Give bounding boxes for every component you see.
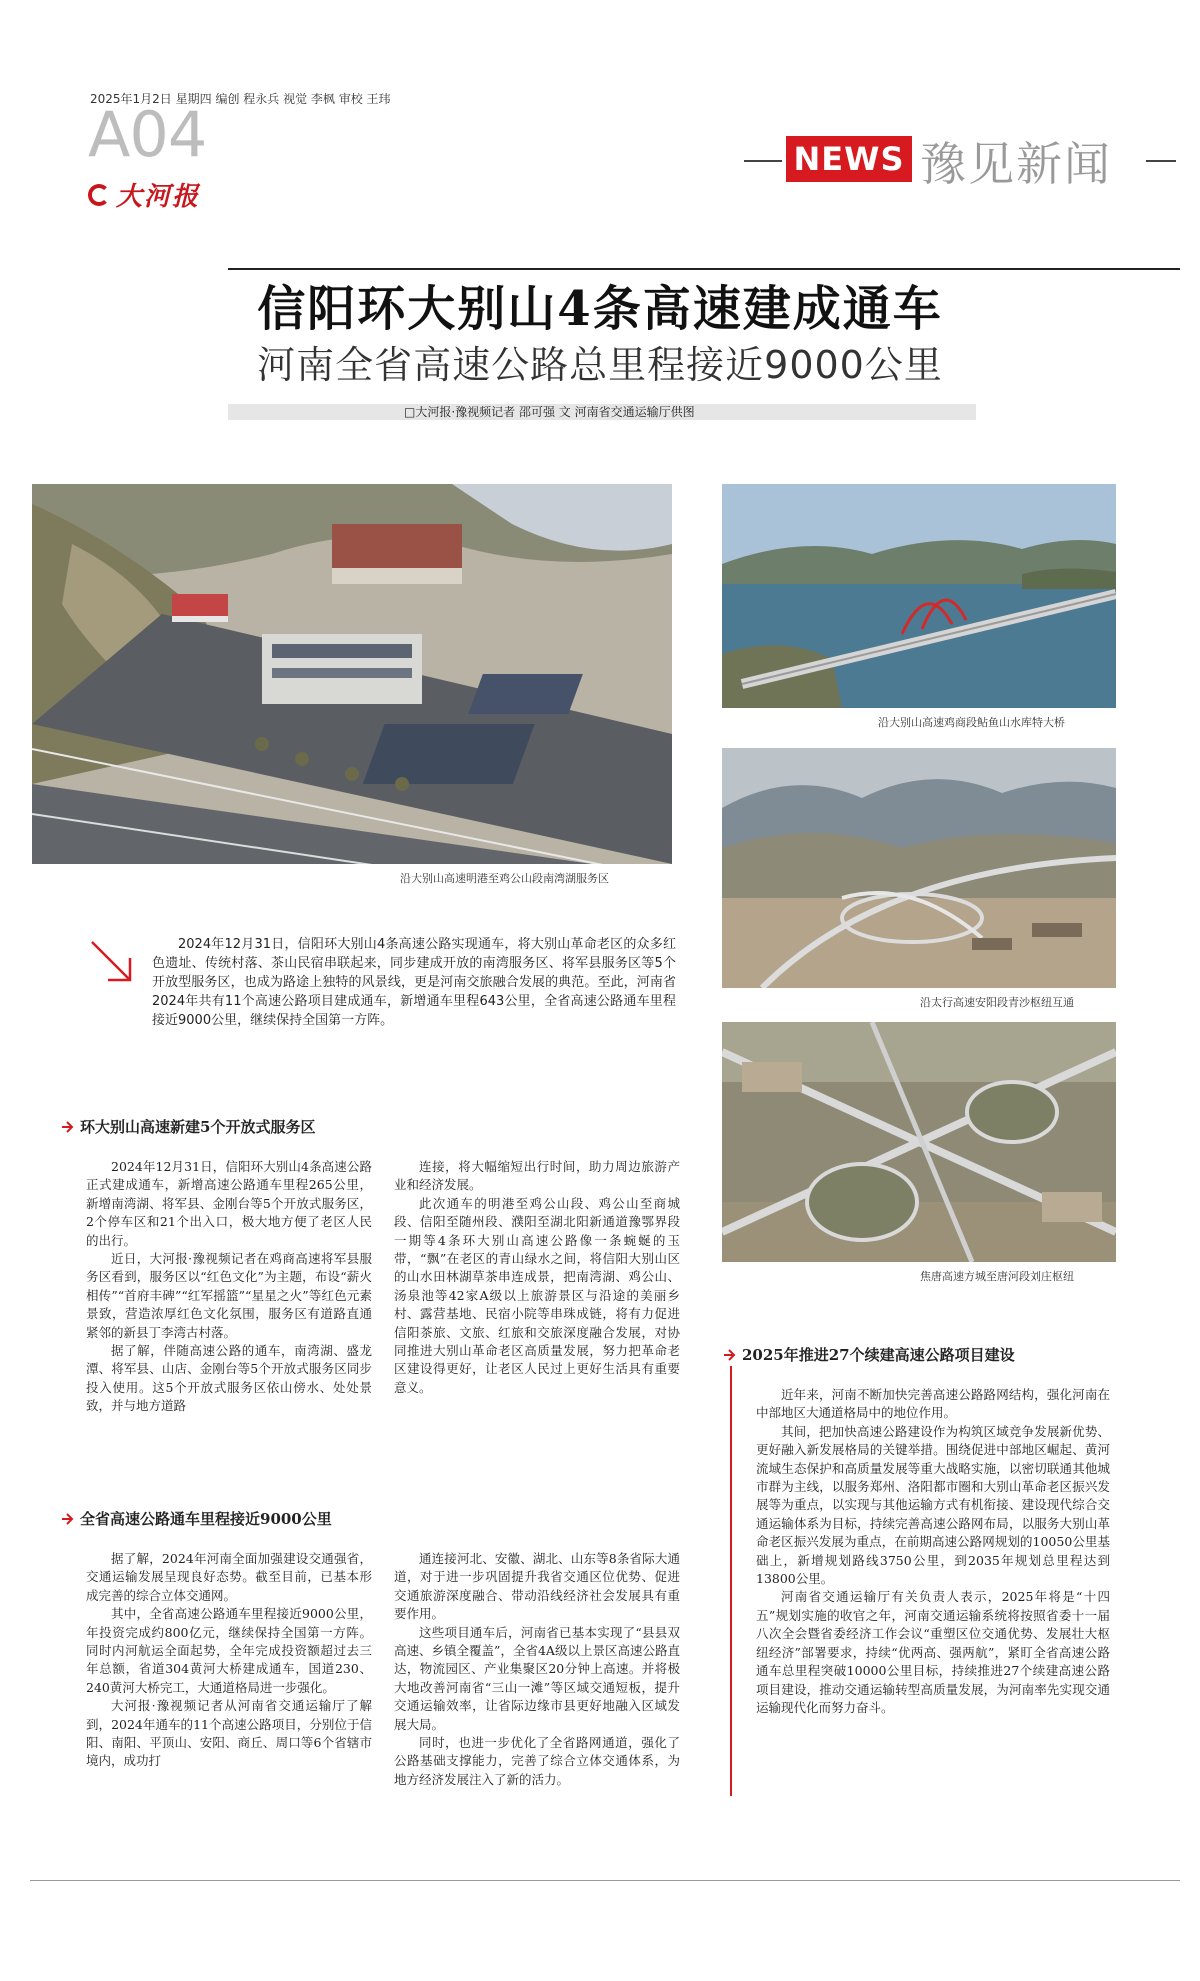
photo-hub-interchange <box>722 1022 1116 1262</box>
caption-hub-interchange: 焦唐高速方城至唐河段刘庄枢纽 <box>920 1270 1074 1283</box>
lead-arrow-icon <box>86 936 136 986</box>
section2-column-right <box>394 1550 680 1789</box>
section1-column-right <box>394 1158 680 1397</box>
headline: 信阳环大别山4条高速建成通车 <box>257 281 943 337</box>
paragraph: 河南省交通运输厅有关负责人表示，2025年将是“十四五”规划实施的收官之年，河南交通运输系统将按照省委十一届八次全会暨省委经济工作会议“重塑区位交通优势、发展壮大枢纽经济”部署要求，持续“优两高、强两航”，紧盯全省高速公路通车总里程突破10000公里目标，持续推进27个续建高速公路项目建设，推动交通运输转型高质量发展，为河南率先实现交通运输现代化而努力奋斗。 <box>756 1589 1110 1715</box>
section1-column-left <box>86 1158 372 1416</box>
paragraph: 这些项目通车后，河南省已基本实现了“县县双高速、乡镇全覆盖”，全省4A级以上景区高速公路直达，物流园区、产业集聚区20分钟上高速。并将极大地改善河南省“三山一滩”等区域交通短板，提升交通运输效率，让省际边缘市县更好地融入区域发展大局。 <box>394 1624 680 1732</box>
section-heading-mileage <box>60 1508 332 1529</box>
logo-text: 大河报 <box>116 182 201 212</box>
page-number: A04 <box>88 98 207 171</box>
caption-bridge: 沿大别山高速鸡商段鲇鱼山水库特大桥 <box>878 716 1065 729</box>
caption-mountain-interchange: 沿太行高速安阳段青沙枢纽互通 <box>920 996 1074 1009</box>
newspaper-logo <box>88 176 200 213</box>
caption-service-area: 沿大别山高速明港至鸡公山段南湾湖服务区 <box>400 872 609 885</box>
column-rule-left <box>744 160 782 162</box>
paragraph: 近年来，河南不断加快完善高速公路路网结构，强化河南在中部地区大通道格局中的地位作用。 <box>756 1387 1110 1421</box>
logo-swirl-icon <box>88 184 110 206</box>
byline: □大河报·豫视频记者 邵可强 文 河南省交通运输厅供图 <box>404 405 695 419</box>
section-title: 环大别山高速新建5个开放式服务区 <box>80 1118 316 1136</box>
paragraph: 据了解，伴随高速公路的通车，南湾湖、盛龙潭、将军县、山店、金刚台等5个开放式服务区同步投入使用。这5个开放式服务区依山傍水、处处景致，并与地方道路 <box>86 1343 372 1414</box>
section3-column <box>756 1386 1110 1717</box>
paragraph: 大河报·豫视频记者从河南省交通运输厅了解到，2024年通车的11个高速公路项目，分别位于信阳、南阳、平顶山、安阳、商丘、周口等6个省辖市境内，成功打 <box>86 1698 372 1769</box>
section-arrow-icon <box>722 1348 736 1362</box>
subheadline: 河南全省高速公路总里程接近9000公里 <box>257 343 943 387</box>
paragraph: 其中，全省高速公路通车里程接近9000公里，年投资完成约800亿元，继续保持全国第一方阵。同时内河航运全面起势，全年完成投资额超过去三年总额，省道304黄河大桥建成通车，国道230、240黄河大桥完工，大通道格局进一步强化。 <box>86 1606 372 1695</box>
paragraph: 2024年12月31日，信阳环大别山4条高速公路正式建成通车，新增高速公路通车里程265公里，新增南湾湖、将军县、金刚台等5个开放式服务区，2个停车区和21个出入口，极大地方便了老区人民的出行。 <box>86 1159 372 1248</box>
section-arrow-icon <box>60 1512 74 1526</box>
paragraph: 同时，也进一步优化了全省路网通道，强化了公路基础支撑能力，完善了综合立体交通体系，为地方经济发展注入了新的活力。 <box>394 1735 680 1787</box>
paragraph: 此次通车的明港至鸡公山段、鸡公山至商城段、信阳至随州段、濮阳至湖北阳新通道豫鄂界段一期等4条环大别山高速公路像一条蜿蜒的玉带，“飘”在老区的青山绿水之间，将信阳大别山区的山水田林湖草茶串连成景，把南湾湖、鸡公山、汤泉池等42家A级以上旅游景区与沿途的美丽乡村、露营基地、民宿小院等串珠成链，将有力促进信阳茶旅、文旅、红旅和交旅深度融合发展，对协同推进大别山革命老区高质量发展，努力把革命老区建设得更好，让老区人民过上更好生活具有重要意义。 <box>394 1195 680 1395</box>
paragraph: 近日，大河报·豫视频记者在鸡商高速将军县服务区看到，服务区以“红色文化”为主题，布设“薪火相传”“首府丰碑”“红军摇篮”“星星之火”等红色元素景致，营造浓厚红色文化氛围，服务区有道路直通紧邻的新县丁李湾古村落。 <box>86 1251 372 1340</box>
photo-bridge <box>722 484 1116 708</box>
paragraph: 连接，将大幅缩短出行时间，助力周边旅游产业和经济发展。 <box>394 1159 680 1193</box>
section2-column-left <box>86 1550 372 1771</box>
news-badge: NEWS <box>786 136 912 182</box>
column-name: 豫见新闻 <box>920 137 1112 191</box>
masthead-meta: 2025年1月2日 星期四 编创 程永兵 视觉 李枫 审校 王玮 <box>90 92 391 106</box>
section-heading-service-areas <box>60 1116 315 1137</box>
photo-service-area <box>32 484 672 864</box>
column-rule-right <box>1146 160 1176 162</box>
section-title: 2025年推进27个续建高速公路项目建设 <box>742 1346 1015 1364</box>
section-arrow-icon <box>60 1120 74 1134</box>
lead-paragraph: 2024年12月31日，信阳环大别山4条高速公路实现通车，将大别山革命老区的众多红色遗址、传统村落、茶山民宿串联起来，同步建成开放的南湾服务区、将军县服务区等5个开放型服务区，也成为路途上独特的风景线，更是河南交旅融合发展的典范。至此，河南省2024年共有11个高速公路项目建成通车，新增通车里程643公里，全省高速公路通车里程接近9000公里，继续保持全国第一方阵。 <box>152 937 676 1028</box>
photo-mountain-interchange <box>722 748 1116 988</box>
paragraph: 据了解，2024年河南全面加强建设交通强省，交通运输发展呈现良好态势。截至目前，已基本形成完善的综合立体交通网。 <box>86 1551 372 1603</box>
paragraph: 其间，把加快高速公路建设作为构筑区域竞争发展新优势、更好融入新发展格局的关键举措。围绕促进中部地区崛起、黄河流域生态保护和高质量发展等重大战略实施，以密切联通其他城市群为主线，以服务郑州、洛阳都市圈和大别山革命老区振兴发展等为重点，以实现与其他运输方式有机衔接、建设现代综合交通运输体系为目标，持续完善高速公路网布局，以服务大别山革命老区振兴发展为重点，在前期高速公路网规划的10050公里基础上，新增规划路线3750公里，到2035年规划总里程达到13800公里。 <box>756 1423 1110 1587</box>
bottom-rule <box>30 1880 1180 1881</box>
section3-accent-line <box>730 1366 732 1796</box>
paragraph: 通连接河北、安徽、湖北、山东等8条省际大通道，对于进一步巩固提升我省交通区位优势、促进交通旅游深度融合、带动沿线经济社会发展具有重要作用。 <box>394 1551 680 1622</box>
section-title: 全省高速公路通车里程接近9000公里 <box>80 1510 332 1528</box>
section-heading-2025-plan <box>722 1344 1015 1365</box>
